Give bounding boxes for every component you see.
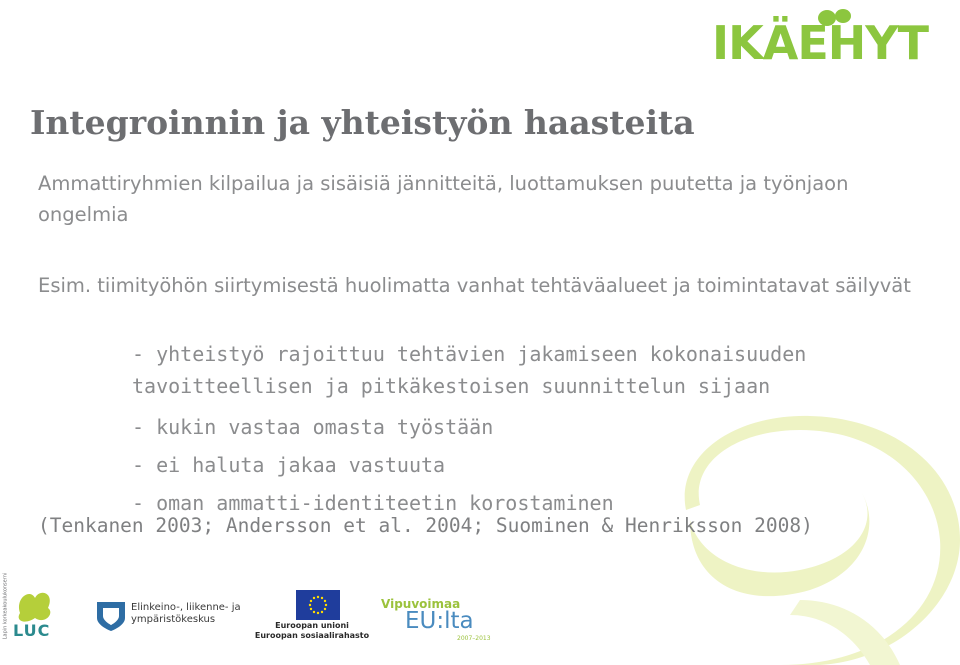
vipuvoimaa-years: 2007–2013 [457, 635, 491, 642]
slide-title: Integroinnin ja yhteistyön haasteita [30, 103, 695, 142]
bullet-item: - ei haluta jakaa vastuuta [132, 453, 446, 477]
ikaehyt-logo [712, 2, 927, 74]
paragraph-example: Esim. tiimityöhön siirtymisestä huolimatta vanhat tehtäväalueet ja toimintatavat säilyvät [38, 274, 911, 297]
bullet-item: - kukin vastaa omasta työstään [132, 415, 494, 439]
ely-text: Elinkeino-, liikenne- ja ympäristökeskus [131, 602, 241, 625]
eu-logo [252, 590, 370, 640]
luc-logo [0, 572, 60, 645]
luc-wordmark: LUC [13, 621, 51, 640]
vipuvoimaa-logo [381, 597, 491, 645]
vipuvoimaa-title: Vipuvoimaa [381, 597, 461, 611]
ely-emblem-icon [95, 598, 127, 632]
citation: (Tenkanen 2003; Andersson et al. 2004; Suominen & Henriksson 2008) [38, 514, 813, 537]
luc-vertical-label: Lapin korkeakoulukonserni [2, 572, 9, 640]
ikaehyt-wordmark: IKÄEHYT [712, 16, 928, 70]
bullet-item: - oman ammatti-identiteetin korostaminen [132, 491, 614, 515]
vipuvoimaa-eulta: EU:lta [405, 608, 474, 634]
eu-text: Euroopan unioni Euroopan sosiaalirahasto [254, 621, 370, 640]
ely-logo [95, 596, 245, 636]
eu-flag-icon [296, 590, 340, 620]
bullet-list [132, 338, 872, 522]
paragraph-challenges: Ammattiryhmien kilpailua ja sisäisiä jännitteitä, luottamuksen puutetta ja työnjaon ongelmia [38, 172, 849, 226]
bullet-item: - yhteistyö rajoittuu tehtävien jakamiseen kokonaisuuden tavoitteellisen ja pitkäkestoisen suunnittelun sijaan [132, 342, 807, 398]
